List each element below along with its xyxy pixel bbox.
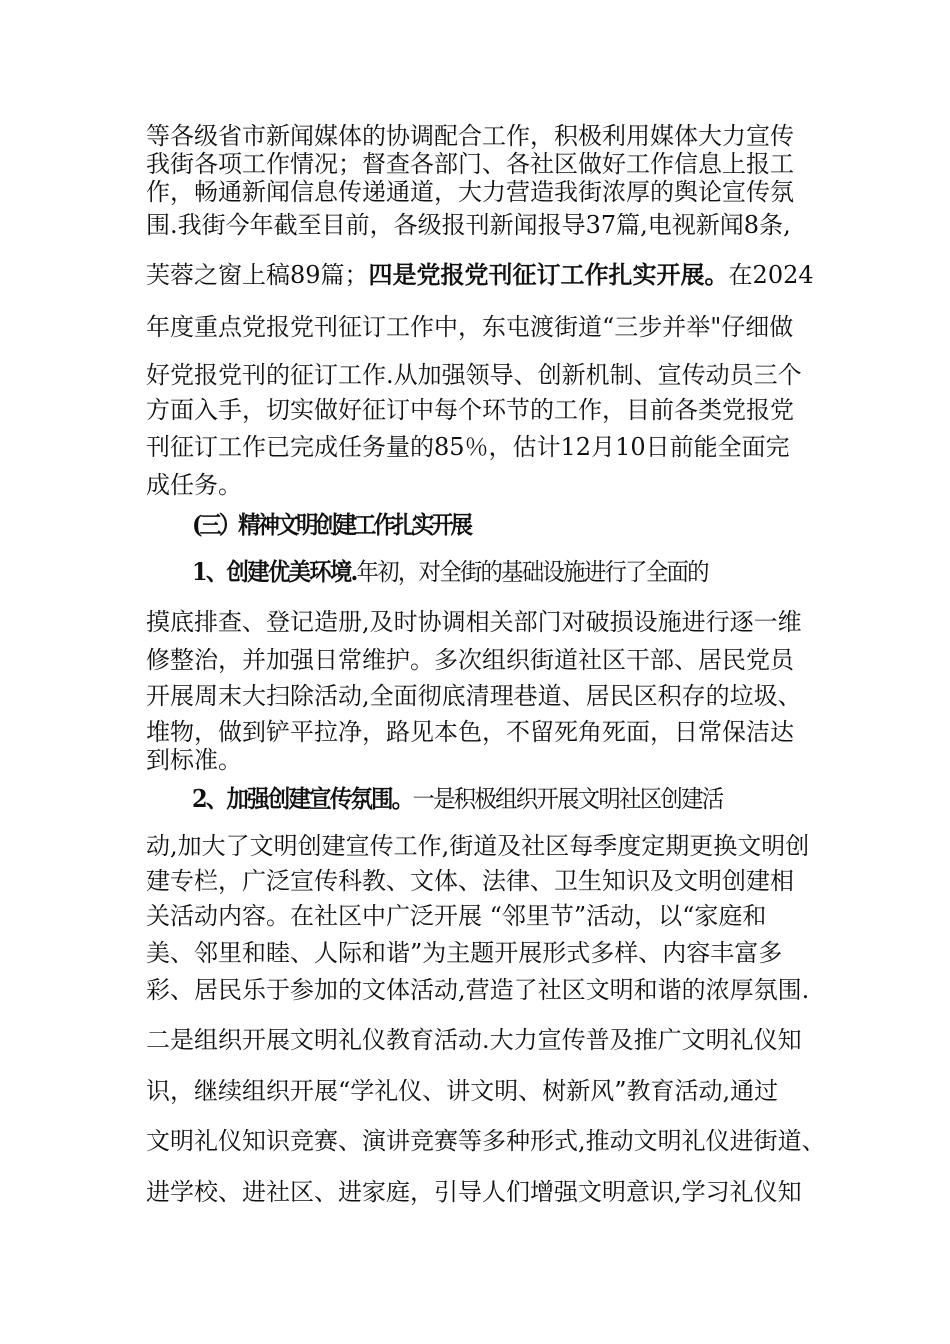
text-line: 建专栏，广泛宣传科教、文体、法律、卫生知识及文明创建相 <box>146 867 794 895</box>
text-line: 关活动内容。在社区中广泛开展 “邻里节”活动，以“家庭和 <box>146 902 767 930</box>
text-line: 围.我街今年截至目前，各级报刊新闻报导37篇,电视新闻8条, <box>146 211 791 239</box>
text-line: 二是组织开展文明礼仪教育活动.大力宣传普及推广文明礼仪知 <box>146 1026 802 1054</box>
text-line: 摸底排查、登记造册,及时协调相关部门对破损设施进行逐一维 <box>146 608 802 636</box>
text-line: 年度重点党报党刊征订工作中，东屯渡街道“三步并举"仔细做 <box>146 313 794 341</box>
text-line: 成任务。 <box>146 471 242 499</box>
text-line: 美、邻里和睦、人际和谐”为主题开展形式多样、内容丰富多 <box>146 939 783 967</box>
section-heading-inline: 四是党报党刊征订工作扎实开展。 <box>368 260 729 289</box>
text-line: 彩、居民乐于参加的文体活动,营造了社区文明和谐的浓厚氛围. <box>146 976 810 1004</box>
text-line: 到标准。 <box>146 746 242 774</box>
text-line: 堆物，做到铲平拉净，路见本色，不留死角死面，日常保洁达 <box>146 718 794 746</box>
text-line: 刊征订工作已完成任务量的85％，估计12月10日前能全面完 <box>146 433 790 461</box>
text-line: 动,加大了文明创建宣传工作,街道及社区每季度定期更换文明创 <box>146 832 810 860</box>
text-line: 方面入手，切实做好征订中每个环节的工作，目前各类党报党 <box>146 396 794 424</box>
section-heading: (三）精神文明创建工作扎实开展 <box>192 510 470 539</box>
subsection-heading: 1、创建优美环境. <box>192 557 357 586</box>
text-line: 识，继续组织开展“学礼仪、讲文明、树新风”教育活动,通过 <box>146 1077 779 1105</box>
text-line: 文明礼仪知识竞赛、演讲竞赛等多种形式,推动文明礼仪进街道、 <box>146 1127 826 1155</box>
subsection-heading: 2、加强创建宣传氛围。 <box>192 784 413 813</box>
text-line: 开展周末大扫除活动,全面彻底清理巷道、居民区积存的垃圾、 <box>146 682 802 710</box>
text-line: 我街各项工作情况；督查各部门、各社区做好工作信息上报工 <box>146 150 794 178</box>
text-line: 1、创建优美环境.年初，对全街的基础设施进行了全面的 <box>192 557 708 586</box>
text-line: 作，畅通新闻信息传递通道，大力营造我街浓厚的舆论宣传氛 <box>146 178 794 206</box>
text-line: 等各级省市新闻媒体的协调配合工作，积极利用媒体大力宣传 <box>146 122 794 150</box>
text-line: 进学校、进社区、进家庭，引导人们增强文明意识,学习礼仪知 <box>146 1178 802 1206</box>
text-line: 2、加强创建宣传氛围。一是积极组织开展文明社区创建活 <box>192 784 723 813</box>
text-line: 好党报党刊的征订工作.从加强领导、创新机制、宣传动员三个 <box>146 361 802 389</box>
text-line: 修整治，并加强日常维护。多次组织街道社区干部、居民党员 <box>146 646 794 674</box>
text-line: 芙蓉之窗上稿89篇；四是党报党刊征订工作扎实开展。在2024 <box>146 260 814 289</box>
